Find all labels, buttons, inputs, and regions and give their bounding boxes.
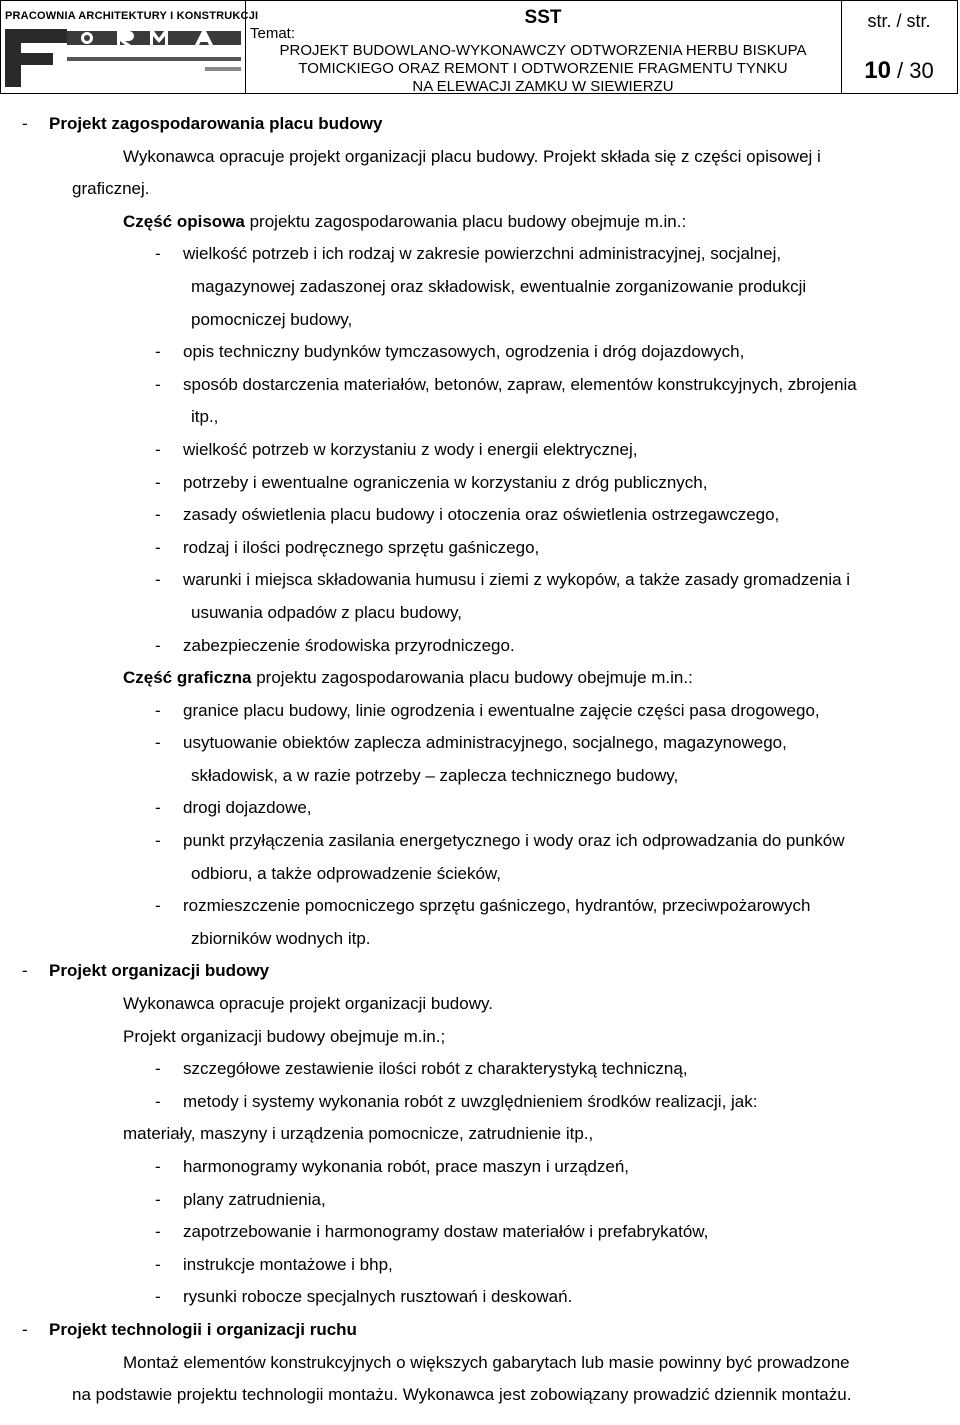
- list-item: - opis techniczny budynków tymczasowych, ogrodzenia i dróg dojazdowych,: [155, 342, 745, 362]
- paragraph: Montaż elementów konstrukcyjnych o większych gabarytach lub masie powinny być prowadzone: [123, 1352, 850, 1372]
- subheading: Część opisowa projektu zagospodarowania placu budowy obejmuje m.in.:: [123, 211, 687, 231]
- list-item: - usytuowanie obiektów zaplecza administracyjnego, socjalnego, magazynowego,: [155, 733, 787, 753]
- paragraph: Wykonawca opracuje projekt organizacji budowy.: [123, 994, 493, 1014]
- list-item: - wielkość potrzeb i ich rodzaj w zakresie powierzchni administracyjnej, socjalnej,: [155, 244, 782, 264]
- page-number: [841, 57, 957, 85]
- company-logo: [1, 1, 259, 93]
- paragraph: na podstawie projektu technologii montażu. Wykonawca jest zobowiązany prowadzić dziennik montażu.: [72, 1385, 852, 1405]
- logo-company-name: PRACOWNIA ARCHITEKTURY I KONSTRUKCJI: [5, 10, 259, 22]
- list-item: - potrzeby i ewentualne ograniczenia w korzystaniu z dróg publicznych,: [155, 472, 708, 492]
- subject-title-line: TOMICKIEGO ORAZ REMONT I ODTWORZENIE FRAGMENTU TYNKU: [298, 60, 788, 77]
- section-heading: - Projekt technologii i organizacji ruchu: [22, 1319, 357, 1339]
- spec-code: SST: [524, 7, 562, 28]
- page-label: str. / str.: [867, 11, 931, 31]
- list-item-continuation: usuwania odpadów z placu budowy,: [191, 602, 462, 622]
- list-item: - wielkość potrzeb w korzystaniu z wody i energii elektrycznej,: [155, 439, 638, 459]
- section-heading: - Projekt organizacji budowy: [22, 961, 270, 981]
- list-item: - instrukcje montażowe i bhp,: [155, 1254, 393, 1274]
- page-total: 30: [909, 58, 934, 83]
- paragraph: Wykonawca opracuje projekt organizacji placu budowy. Projekt składa się z części opisowej i: [123, 146, 821, 166]
- page-current: 10: [864, 57, 891, 84]
- list-item: - zabezpieczenie środowiska przyrodniczego.: [155, 635, 515, 655]
- list-item-continuation: zbiorników wodnych itp.: [191, 928, 371, 948]
- page-separator: /: [890, 58, 910, 83]
- subject-title-line: NA ELEWACJI ZAMKU W SIEWIERZU: [412, 78, 674, 95]
- list-item: - drogi dojazdowe,: [155, 798, 312, 818]
- list-item: - rysunki robocze specjalnych rusztowań i deskowań.: [155, 1287, 573, 1307]
- document-title-block: [245, 1, 842, 93]
- subject-title-line: PROJEKT BUDOWLANO-WYKONAWCZY ODTWORZENIA HERBU BISKUPA: [279, 42, 807, 59]
- list-item-continuation: itp.,: [191, 407, 219, 427]
- forma-logo-mark: [5, 27, 241, 89]
- paragraph: Projekt organizacji budowy obejmuje m.in.;: [123, 1026, 446, 1046]
- list-item: - zapotrzebowanie i harmonogramy dostaw materiałów i prefabrykatów,: [155, 1222, 709, 1242]
- list-item: - rozmieszczenie pomocniczego sprzętu gaśniczego, hydrantów, przeciwpożarowych: [155, 896, 811, 916]
- list-item: - harmonogramy wykonania robót, prace maszyn i urządzeń,: [155, 1157, 629, 1176]
- list-item: - warunki i miejsca składowania humusu i ziemi z wykopów, a także zasady gromadzenia i: [155, 570, 851, 590]
- list-item: - granice placu budowy, linie ogrodzenia i ewentualne zajęcie części pasa drogowego,: [155, 700, 820, 720]
- subject-title: [245, 42, 841, 96]
- page-number-block: [841, 1, 957, 93]
- list-item-continuation: składowisk, a w razie potrzeby – zaplecza technicznego budowy,: [191, 765, 679, 785]
- list-item: - zasady oświetlenia placu budowy i otoczenia oraz oświetlenia ostrzegawczego,: [155, 505, 780, 525]
- document-body: [0, 108, 960, 1412]
- paragraph: materiały, maszyny i urządzenia pomocnicze, zatrudnienie itp.,: [123, 1124, 594, 1144]
- list-item-continuation: odbioru, a także odprowadzenie ścieków,: [191, 863, 501, 883]
- subheading: Część graficzna projektu zagospodarowania placu budowy obejmuje m.in.:: [123, 668, 693, 688]
- list-item: - metody i systemy wykonania robót z uwzględnieniem środków realizacji, jak:: [155, 1091, 758, 1111]
- list-item: - plany zatrudnienia,: [155, 1189, 326, 1209]
- subject-label: Temat:: [250, 25, 296, 42]
- list-item: - punkt przyłączenia zasilania energetycznego i wody oraz ich odprowadzania do punków: [155, 831, 845, 851]
- page-header: [0, 0, 958, 94]
- list-item: - sposób dostarczenia materiałów, betonów, zapraw, elementów konstrukcyjnych, zbrojenia: [155, 374, 857, 394]
- list-item-continuation: pomocniczej budowy,: [191, 309, 353, 329]
- list-item: - szczegółowe zestawienie ilości robót z charakterystyką techniczną,: [155, 1059, 688, 1079]
- list-item: - rodzaj i ilości podręcznego sprzętu gaśniczego,: [155, 537, 540, 557]
- section-heading: - Projekt zagospodarowania placu budowy: [22, 114, 383, 133]
- paragraph: graficznej.: [72, 179, 150, 199]
- list-item-continuation: magazynowej zadaszonej oraz składowisk, ewentualnie zorganizowanie produkcji: [191, 276, 807, 296]
